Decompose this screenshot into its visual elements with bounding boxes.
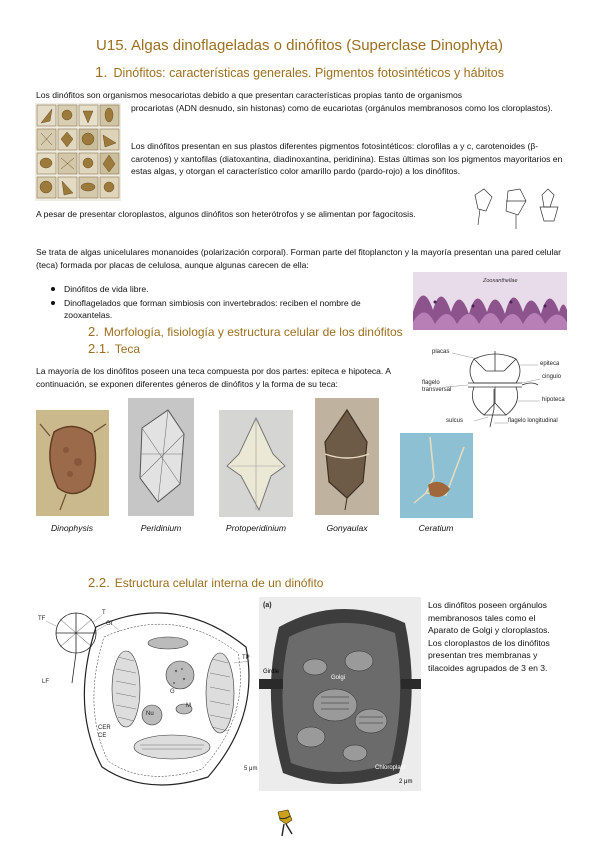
cell-label-lf: LF — [42, 679, 50, 685]
zooxanthellae-micrograph — [413, 272, 567, 330]
bullet-item — [36, 283, 406, 296]
em-label-golgi: Golgi — [331, 675, 346, 681]
ceratium-svg — [400, 433, 473, 518]
caption-gonyaulax: Gonyaulax — [326, 523, 368, 533]
cell-label-tf: TF — [38, 616, 46, 622]
section-2-1-number: 2.1. — [88, 341, 110, 356]
cell-structure-drawing — [36, 597, 256, 791]
footer-logo-icon — [270, 808, 300, 838]
em-label-chloroplast: Chloroplast — [375, 765, 406, 771]
electron-micrograph — [259, 597, 421, 791]
section-2-number: 2. — [88, 324, 99, 339]
peridinium-svg — [128, 398, 194, 516]
cell-structure-svg — [36, 597, 256, 791]
collage-drawing — [35, 103, 121, 201]
section-2-2-title: Estructura celular interna de un dinófito — [114, 576, 324, 590]
caption-protoperidinium: Protoperidinium — [225, 523, 287, 533]
bullet-dot — [51, 287, 55, 291]
paragraph-2: Los dinófitos presentan en sus plastos diferentes pigmentos fotosintéticos: clorofilas a y c, carotenoides (β-carotenos) y xantofilas (diatoxantina, diadinoxantina, peridinina). Estas últimas son los pigmentos mayoritarios en estas algas, y otorgan el característico color amarillo pardo (pardo-rojo) a los dinófitos. — [131, 141, 563, 177]
caption-peridinium: Peridinium — [140, 523, 182, 533]
section-1-title: Dinófitos: características generales. Pigmentos fotosintéticos y hábitos — [113, 66, 504, 80]
cell-label-m: M — [186, 703, 191, 709]
paragraph-1b: procariotas (ADN desnudo, sin histonas) como de eucariotas (orgánulos membranosos como los cloroplastos). — [131, 103, 553, 113]
dinoflagellate-collage — [35, 103, 121, 201]
cell-label-ce: CE — [98, 733, 107, 739]
protoperidinium-svg — [219, 410, 293, 517]
photo-ceratium — [400, 433, 473, 518]
paragraph-6: Los dinófitos poseen orgánulos membranosos tales como el Aparato de Golgi y cloroplastos. Los cloroplastos de los dinófitos presentan tres membranas y tilacoides agrupados de 3 en 3. — [428, 600, 550, 673]
section-1-number: 1. — [95, 64, 108, 81]
bullet-list — [36, 283, 406, 322]
bullet-item — [36, 297, 406, 322]
section-2-2-heading — [88, 575, 323, 590]
dinoflagellate-line-drawings — [470, 185, 567, 233]
section-2-title: Morfología, fisiología y estructura celular de los dinófitos — [103, 325, 403, 339]
section-1-heading — [0, 64, 599, 81]
zooxanthellae-label: Zooxanthellae — [483, 278, 518, 284]
photo-peridinium — [128, 398, 194, 516]
theca-diagram — [416, 347, 568, 431]
cell-label-g: G — [170, 689, 175, 695]
label-flagelo-transversal: flagelo transversal — [422, 380, 452, 393]
em-label-scale: 2 μm — [399, 779, 413, 785]
bullet-text: Dinoflagelados que forman simbiosis con invertebrados: reciben el nombre de zooxantelas. — [64, 297, 361, 321]
em-label-girdle: Girdle — [263, 669, 280, 675]
label-cingulo: cingulo — [542, 374, 562, 380]
label-epiteca: epiteca — [540, 361, 560, 367]
document-title: U15. Algas dinoflageladas o dinófitos (Superclase Dinophyta) — [96, 37, 503, 54]
cell-label-cer: CER — [98, 725, 111, 731]
photo-dinophysis — [36, 410, 109, 516]
cell-label-gr: Gr — [106, 621, 113, 627]
em-label-a: (a) — [263, 602, 272, 609]
label-flagelo-longitudinal: flagelo longitudinal — [508, 418, 558, 424]
label-hipoteca: hipoteca — [542, 397, 565, 403]
zooxanthellae-svg — [413, 272, 567, 330]
bullet-text: Dinófitos de vida libre. — [64, 284, 149, 294]
cell-label-t: T — [102, 610, 106, 616]
line-drawings-svg — [470, 185, 567, 233]
section-2-2-number: 2.2. — [88, 575, 110, 590]
paragraph-1a: Los dinófitos son organismos mesocariotas debido a que presentan características propias tanto de organismos — [36, 90, 463, 100]
label-placas: placas — [432, 349, 450, 355]
paragraph-3: A pesar de presentar cloroplastos, algunos dinófitos son heterótrofos y se alimentan por fagocitosis. — [36, 209, 416, 219]
caption-ceratium: Ceratium — [418, 523, 454, 533]
caption-dinophysis: Dinophysis — [50, 523, 94, 533]
cell-label-tp: TP — [242, 655, 250, 661]
section-2-1-title: Teca — [114, 342, 141, 356]
cell-scale-label: 5 μm — [244, 766, 258, 772]
cell-label-nu: Nu — [146, 711, 154, 717]
photo-gonyaulax — [315, 398, 379, 515]
photo-protoperidinium — [219, 410, 293, 517]
paragraph-5: La mayoría de los dinófitos poseen una teca compuesta por dos partes: epiteca e hipoteca. A continuación, se exponen diferentes géneros de dinófitos y la forma de su teca: — [36, 366, 391, 389]
section-2-heading — [88, 324, 403, 339]
dinophysis-svg — [36, 410, 109, 516]
section-2-1-heading — [88, 341, 140, 356]
footer-logo-svg — [270, 808, 300, 838]
paragraph-4: Se trata de algas unicelulares monanoides (polarización corporal). Forman parte del fitoplancton y la mayoría presentan una pared celular (teca) formada por placas de celulosa, aunque algunas carecen de ella: — [36, 247, 561, 270]
label-sulcus: sulcus — [446, 418, 464, 424]
gonyaulax-svg — [315, 398, 379, 515]
bullet-dot — [51, 301, 55, 305]
electron-micrograph-svg — [259, 597, 421, 791]
